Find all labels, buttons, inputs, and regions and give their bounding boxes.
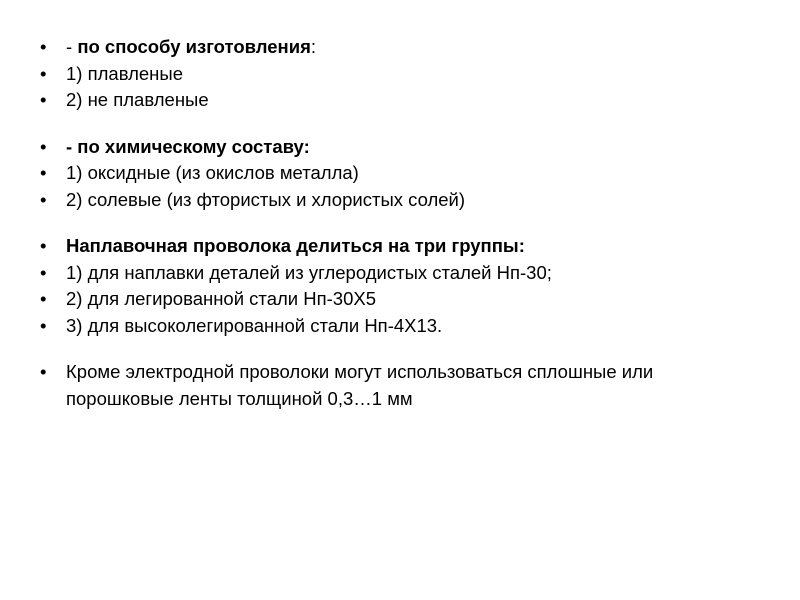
item-text: 1) плавленые	[66, 62, 183, 84]
item-text: :	[310, 36, 317, 57]
list-item	[40, 61, 760, 88]
item-text: 2) солевые (из фтористых и хлористых солей)	[66, 188, 466, 210]
bullet-icon: •	[40, 314, 47, 336]
list-item	[40, 160, 760, 187]
item-heading: - по химическому составу:	[66, 135, 310, 157]
item-text: 1) для наплавки деталей из углеродистых сталей Нп-30;	[66, 261, 552, 283]
list-item	[40, 187, 760, 214]
list-item	[40, 34, 760, 61]
item-text: 2) для легированной стали Нп-30Х5	[66, 288, 377, 309]
bullet-icon: •	[40, 361, 47, 382]
list-item	[40, 313, 760, 340]
item-text: 2) не плавленые	[66, 89, 209, 110]
item-heading: по способу изготовления	[77, 36, 311, 57]
bullet-icon: •	[40, 162, 47, 183]
item-text: 1) оксидные (из окислов металла)	[66, 162, 359, 183]
bullet-icon: •	[40, 135, 47, 157]
list-item	[40, 260, 760, 287]
bullet-icon: •	[40, 288, 47, 309]
list-item	[40, 359, 760, 412]
bullet-icon: •	[40, 261, 47, 283]
item-text: Кроме электродной проволоки могут использоваться сплошные или порошковые ленты толщиной 0,3…1 мм	[66, 361, 654, 409]
bullet-icon: •	[40, 235, 47, 256]
list-item	[40, 286, 760, 313]
list-item	[40, 134, 760, 161]
list-item	[40, 233, 760, 260]
bullet-icon: •	[40, 188, 47, 210]
item-heading: Наплавочная проволока делиться на три группы:	[66, 235, 525, 256]
list-item	[40, 87, 760, 114]
bullet-icon: •	[40, 62, 47, 84]
bullet-icon: •	[40, 36, 47, 57]
bullet-list	[40, 34, 760, 412]
item-prefix: -	[66, 36, 78, 57]
item-text: 3) для высоколегированной стали Нп-4Х13.	[66, 314, 443, 336]
bullet-icon: •	[40, 89, 47, 110]
